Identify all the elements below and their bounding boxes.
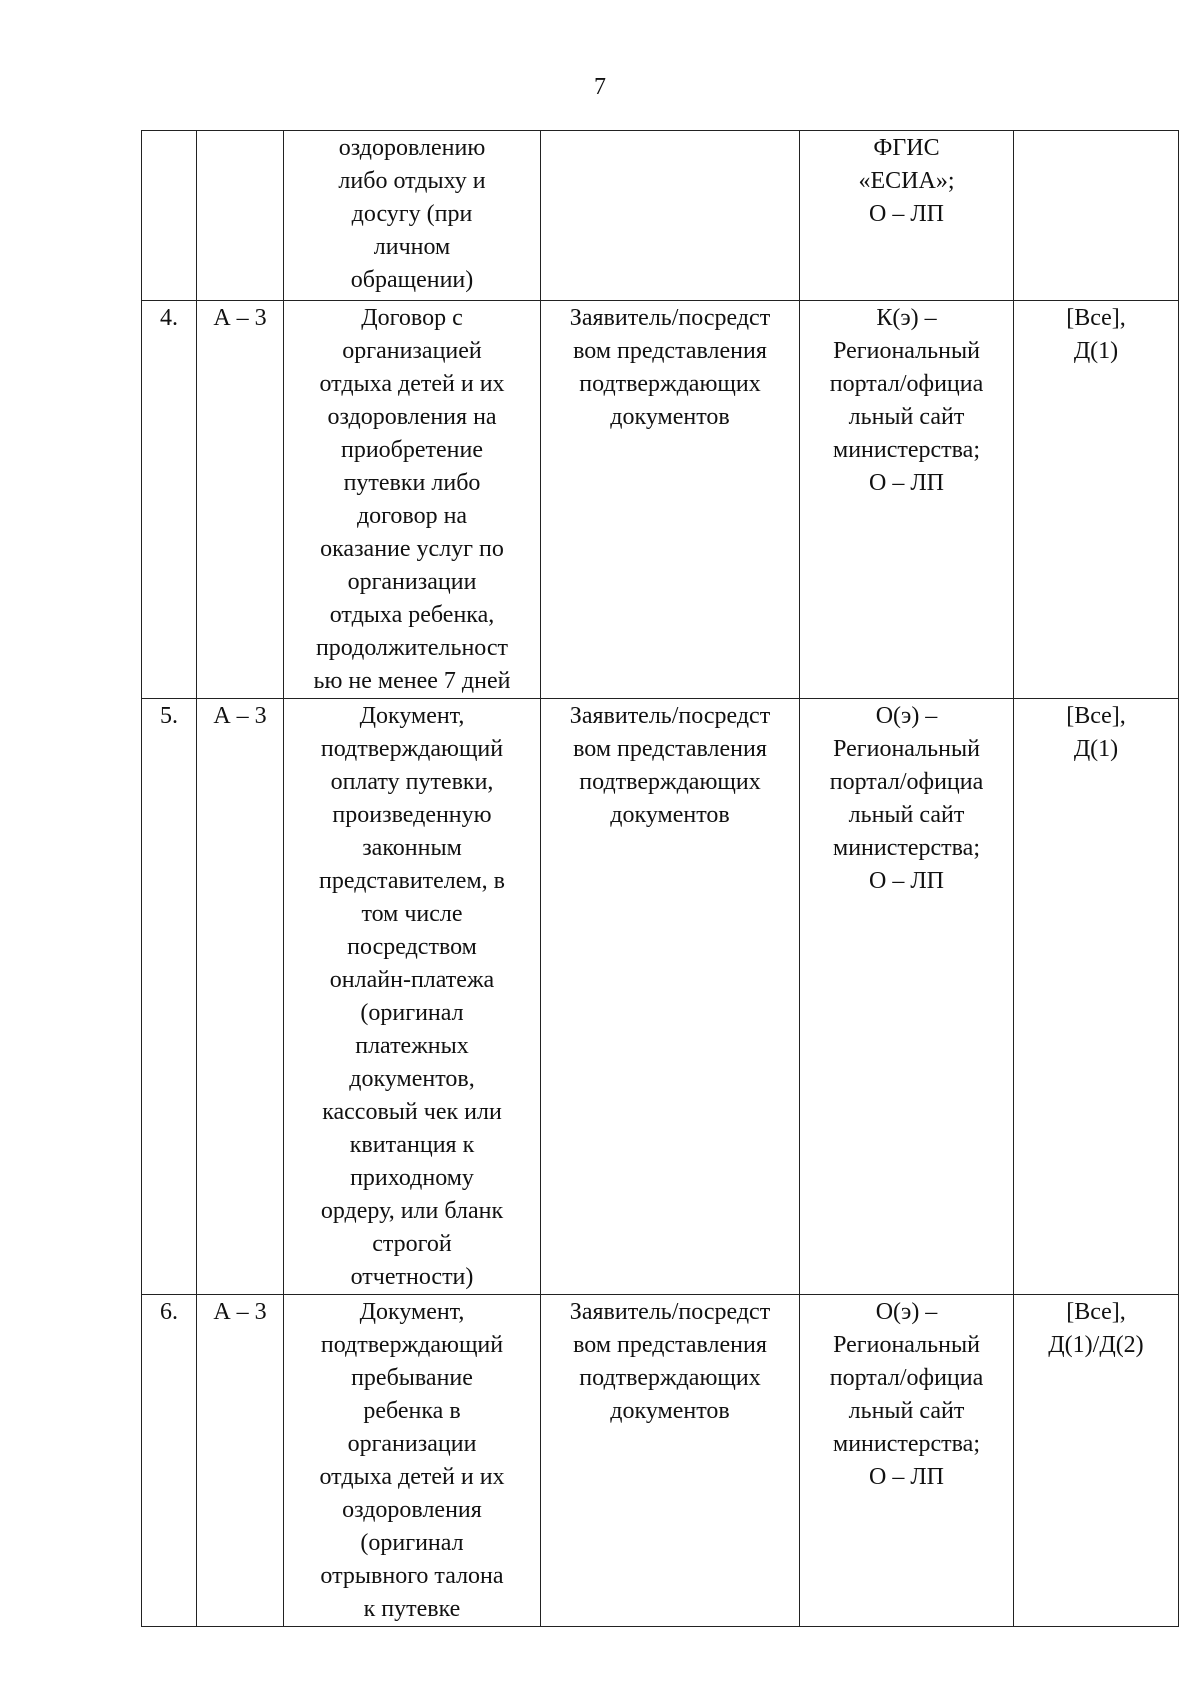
note-cell xyxy=(1014,131,1179,301)
applicant-cell: Заявитель/посредст вом представления подтверждающих документов xyxy=(541,301,800,699)
method-cell: ФГИС «ЕСИА»; О – ЛП xyxy=(800,131,1014,301)
documents-table xyxy=(141,130,1179,1627)
note-cell: [Все], Д(1) xyxy=(1014,699,1179,1295)
applicant-cell: Заявитель/посредст вом представления подтверждающих документов xyxy=(541,1295,800,1627)
page-number: 7 xyxy=(594,74,606,100)
note-cell: [Все], Д(1) xyxy=(1014,301,1179,699)
code-cell: А – 3 xyxy=(197,301,284,699)
note-cell: [Все], Д(1)/Д(2) xyxy=(1014,1295,1179,1627)
code-cell: А – 3 xyxy=(197,699,284,1295)
table-row-continuation xyxy=(142,131,1179,301)
table-row-6 xyxy=(142,1295,1179,1627)
table-row-4 xyxy=(142,301,1179,699)
code-cell xyxy=(197,131,284,301)
table-row-5 xyxy=(142,699,1179,1295)
method-cell: К(э) – Региональный портал/официа льный сайт министерства; О – ЛП xyxy=(800,301,1014,699)
applicant-cell xyxy=(541,131,800,301)
method-cell: О(э) – Региональный портал/официа льный сайт министерства; О – ЛП xyxy=(800,1295,1014,1627)
applicant-cell: Заявитель/посредст вом представления подтверждающих документов xyxy=(541,699,800,1295)
method-cell: О(э) – Региональный портал/официа льный сайт министерства; О – ЛП xyxy=(800,699,1014,1295)
document-cell: Договор с организацией отдыха детей и их оздоровления на приобретение путевки либо договор на оказание услуг по организации отдыха ребенка, продолжительност ью не менее 7 дней xyxy=(284,301,541,699)
document-cell: Документ, подтверждающий оплату путевки, произведенную законным представителем, в том числе посредством онлайн-платежа (оригинал платежных документов, кассовый чек или квитанция к приходному ордеру, или бланк строгой отчетности) xyxy=(284,699,541,1295)
row-number-cell: 6. xyxy=(142,1295,197,1627)
row-number-cell: 5. xyxy=(142,699,197,1295)
code-cell: А – 3 xyxy=(197,1295,284,1627)
row-number-cell: 4. xyxy=(142,301,197,699)
row-number-cell xyxy=(142,131,197,301)
document-cell: оздоровлению либо отдыху и досугу (при личном обращении) xyxy=(284,131,541,301)
document-cell: Документ, подтверждающий пребывание ребенка в организации отдыха детей и их оздоровления (оригинал отрывного талона к путевке xyxy=(284,1295,541,1627)
